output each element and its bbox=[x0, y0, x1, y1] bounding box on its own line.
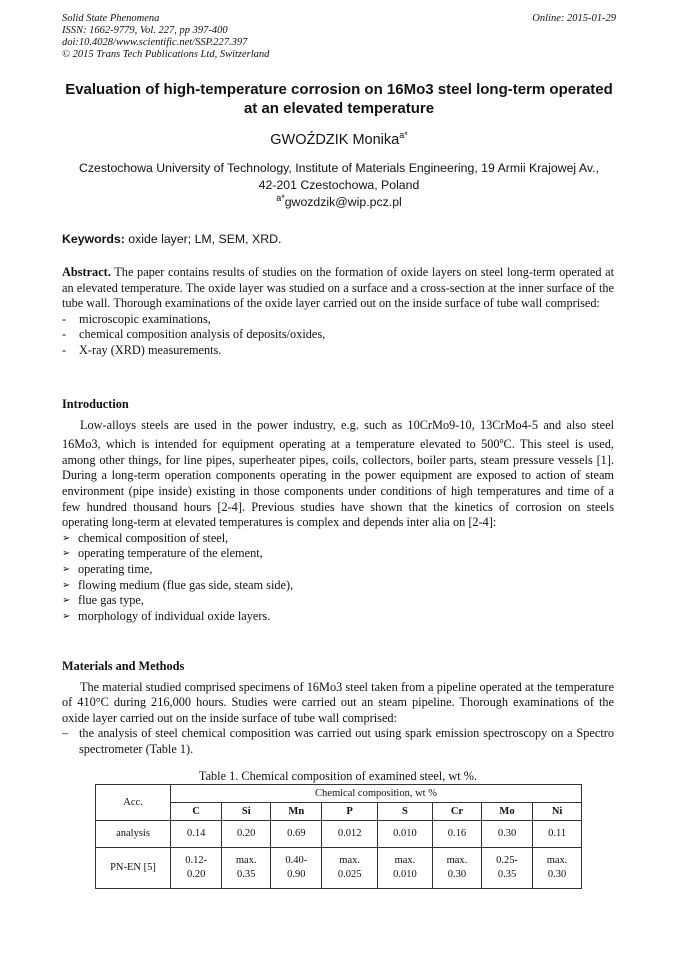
author-name: GWOŹDZIK Monika bbox=[270, 132, 400, 148]
table-cell: 0.14 bbox=[171, 821, 222, 848]
introduction-heading: Introduction bbox=[62, 397, 129, 411]
keywords-label: Keywords: bbox=[62, 232, 125, 246]
author-line bbox=[60, 131, 618, 149]
paper-title: Evaluation of high-temperature corrosion on 16Mo3 steel long-term operated at an elevated temperature bbox=[65, 81, 613, 117]
journal-name: Solid State Phenomena bbox=[62, 13, 160, 24]
cell-line: max. bbox=[546, 855, 568, 866]
abstract-label: Abstract. bbox=[62, 265, 111, 279]
table-cell: 0.69 bbox=[271, 821, 322, 848]
cell-line: 0.010 bbox=[393, 869, 417, 880]
table-caption: Table 1. Chemical composition of examined steel, wt %. bbox=[198, 769, 478, 783]
table-cell: 0.11 bbox=[533, 821, 582, 848]
email-marker: a* bbox=[276, 192, 285, 203]
journal-header bbox=[62, 13, 616, 61]
table-cell bbox=[533, 848, 582, 889]
cell-line: max. bbox=[339, 855, 360, 866]
row-label: analysis bbox=[96, 821, 171, 848]
table-cell bbox=[171, 848, 222, 889]
table-cell bbox=[271, 848, 322, 889]
group-header: Chemical composition, wt % bbox=[171, 785, 582, 803]
abstract-text: The paper contains results of studies on the formation of oxide layers on steel long-term operated at an elevated temperature. The oxide layer was studied on a surface and a cross-section at the inner surface of the tube wall. Thorough examinations of the oxide layer carried out on the inside surface of tube wall comprised: bbox=[62, 265, 614, 311]
list-item: - microscopic examinations, bbox=[62, 312, 614, 328]
cell-line: 0.025 bbox=[337, 869, 362, 880]
table-cell bbox=[377, 848, 432, 889]
cell-line: 0.25- bbox=[496, 855, 518, 866]
cell-line: 0.35 bbox=[497, 869, 517, 880]
online-date: Online: 2015-01-29 bbox=[532, 13, 616, 24]
list-item: ➢ operating temperature of the element, bbox=[62, 546, 614, 562]
list-item: ➢ chemical composition of steel, bbox=[62, 531, 614, 547]
table-cell bbox=[222, 848, 271, 889]
email-line bbox=[60, 194, 618, 211]
row-label: PN-EN [5] bbox=[96, 848, 171, 889]
abstract-section bbox=[62, 265, 614, 359]
email-address[interactable]: gwozdzik@wip.pcz.pl bbox=[284, 195, 402, 209]
table-row bbox=[96, 821, 582, 848]
cell-line: 0.35 bbox=[237, 869, 256, 880]
list-item: ➢ operating time, bbox=[62, 562, 614, 578]
list-item: ➢ flue gas type, bbox=[62, 593, 614, 609]
table-cell: 0.16 bbox=[433, 821, 482, 848]
column-header: S bbox=[377, 803, 432, 821]
column-header: Mo bbox=[481, 803, 532, 821]
cell-line: 0.30 bbox=[447, 869, 467, 880]
table-cell bbox=[433, 848, 482, 889]
table-row bbox=[96, 848, 582, 889]
methods-list bbox=[62, 726, 614, 757]
cell-line: max. bbox=[394, 855, 416, 866]
cell-line: 0.12- bbox=[185, 855, 208, 866]
table-cell: 0.30 bbox=[481, 821, 532, 848]
affiliation-line-2: 42-201 Czestochowa, Poland bbox=[258, 178, 420, 192]
list-item: - X-ray (XRD) measurements. bbox=[62, 343, 614, 359]
table-cell bbox=[322, 848, 377, 889]
intro-text-b: C. This steel is used, among other things, for line pipes, superheater pipes, coils, collectors, boiler parts, steam pressure vessels [1]. During a long-term operation components operating in the power equipment are exposed to action of steam environment (pipe inside) existing in those components under conditions of high temperatures and time of a few hundred thousand hours [2-4]. Previous studies have shown that the kinetics of corrosion on steels operating long-term at elevated temperatures is complex and depends inter alia on [2-4]: bbox=[62, 437, 614, 530]
column-header: Ni bbox=[533, 803, 582, 821]
keywords-text: oxide layer; LM, SEM, XRD. bbox=[124, 232, 282, 246]
introduction-section bbox=[62, 397, 614, 624]
cell-line: 0.90 bbox=[287, 869, 306, 880]
introduction-list bbox=[62, 531, 614, 625]
affiliation-line-1: Czestochowa University of Technology, Institute of Materials Engineering, 19 Armii Krajowej Av., bbox=[79, 161, 599, 175]
keywords bbox=[62, 231, 616, 248]
intro-text-a: Low-alloys steels are used in the power industry, e.g. such as 10CrMo9-10, 13CrMo4-5 and also steel 16Mo3, which is intended for equipment operating at a temperature elevated to 500 bbox=[62, 417, 614, 452]
table-cell: 0.010 bbox=[377, 821, 432, 848]
doi-line: doi:10.4028/www.scientific.net/SSP.227.397 bbox=[62, 37, 248, 48]
table-row bbox=[96, 785, 582, 803]
column-header: C bbox=[171, 803, 222, 821]
column-header: Mn bbox=[271, 803, 322, 821]
chemical-composition-table bbox=[95, 784, 582, 889]
issn-line: ISSN: 1662-9779, Vol. 227, pp 397-400 bbox=[62, 25, 228, 36]
abstract-list bbox=[62, 312, 614, 359]
introduction-paragraph bbox=[62, 418, 614, 531]
cell-line: 0.30 bbox=[547, 869, 567, 880]
column-header: P bbox=[322, 803, 377, 821]
copyright-line: © 2015 Trans Tech Publications Ltd, Switzerland bbox=[62, 49, 270, 60]
affiliation bbox=[60, 160, 618, 194]
list-item: - chemical composition analysis of deposits/oxides, bbox=[62, 327, 614, 343]
table-cell: 0.012 bbox=[322, 821, 377, 848]
column-header: Si bbox=[222, 803, 271, 821]
methods-heading: Materials and Methods bbox=[62, 659, 185, 673]
column-header: Cr bbox=[433, 803, 482, 821]
list-item: – the analysis of steel chemical composition was carried out using spark emission spectroscopy on a Spectro spectrometer (Table 1). bbox=[62, 726, 614, 757]
cell-line: 0.40- bbox=[285, 855, 308, 866]
cell-line: 0.20 bbox=[187, 869, 206, 880]
abstract-paragraph bbox=[62, 265, 614, 312]
list-item: ➢ morphology of individual oxide layers. bbox=[62, 609, 614, 625]
methods-paragraph: The material studied comprised specimens of 16Mo3 steel taken from a pipeline operated at the temperature of 410°C during 216,000 hours. Studies were carried out an steam pipeline. Thorough examinations of the oxide layer carried out on the inside surface of tube wall comprised: bbox=[62, 679, 614, 725]
table-cell bbox=[481, 848, 532, 889]
acc-header: Acc. bbox=[96, 785, 171, 821]
cell-line: max. bbox=[235, 855, 257, 866]
list-item: ➢ flowing medium (flue gas side, steam side), bbox=[62, 578, 614, 594]
table-cell: 0.20 bbox=[222, 821, 271, 848]
methods-section bbox=[62, 659, 614, 758]
author-affil-marker: a* bbox=[399, 130, 408, 141]
degree-sup: o bbox=[499, 436, 504, 446]
cell-line: max. bbox=[446, 855, 468, 866]
